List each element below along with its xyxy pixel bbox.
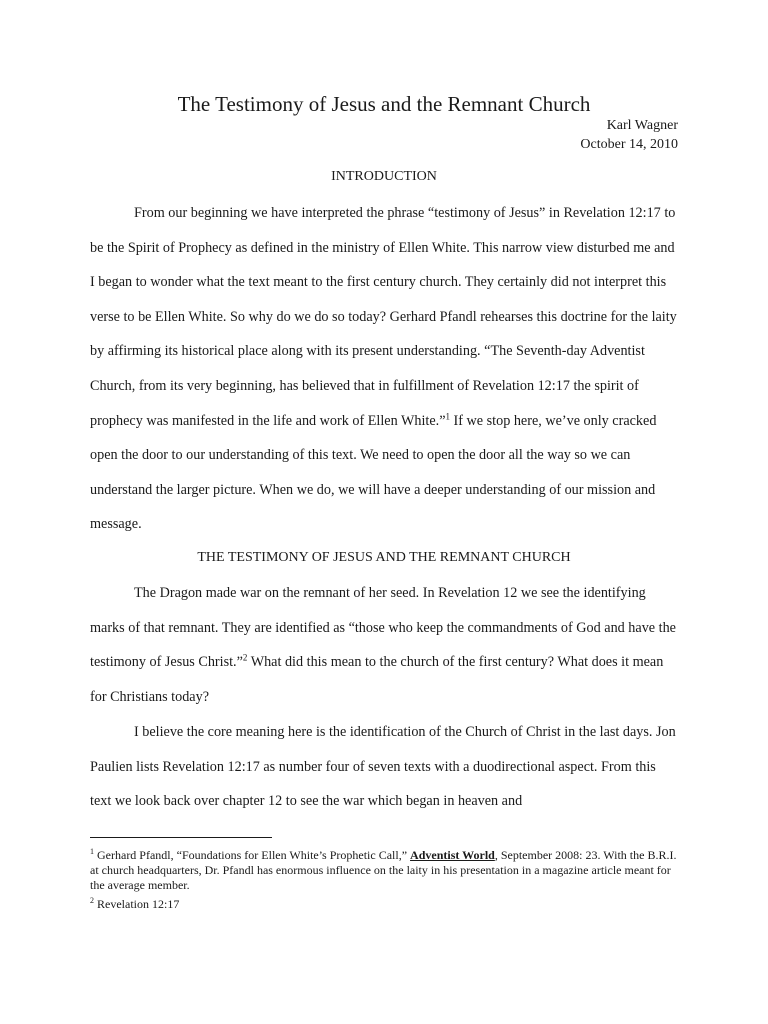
document-date: October 14, 2010 — [580, 137, 678, 152]
intro-paragraph — [90, 196, 678, 542]
footnote-2-number: 2 — [90, 896, 94, 905]
footnote-divider — [90, 837, 272, 838]
footnote-1-publication: Adventist World — [410, 848, 495, 862]
paragraph-remnant-continued: What did this mean to the church of the first century? What does it mean for Christians today? — [90, 654, 664, 705]
footnote-1 — [90, 844, 680, 893]
footnote-1-text-continued: , September 2008: 23. With the B.R.I. at church headquarters, Dr. Pfandl has enormous influence on the laity in his presentation in a magazine article meant for the average member. — [90, 848, 677, 892]
footnote-ref-1[interactable]: 1 — [445, 410, 450, 421]
footnote-1-text: Gerhard Pfandl, “Foundations for Ellen White’s Prophetic Call,” — [94, 848, 411, 862]
paragraph-core-meaning: I believe the core meaning here is the identification of the Church of Christ in the last days. Jon Paulien lists Revelation 12:17 as number four of seven texts with a duodirectional aspect. From this text we look back over chapter 12 to see the war which began in heaven and — [90, 724, 676, 810]
section-heading-remnant-church: THE TESTIMONY OF JESUS AND THE REMNANT CHURCH — [197, 550, 571, 565]
paragraph-remnant — [90, 576, 678, 714]
intro-paragraph-continued: If we stop here, we’ve only cracked open the door to our understanding of this text. We need to open the door all the way so we can understand the larger picture. When we do, we will have a deeper understanding of our mission and message. — [90, 412, 657, 533]
author-name: Karl Wagner — [606, 118, 678, 133]
footnote-2-text: Revelation 12:17 — [94, 897, 180, 911]
byline — [580, 116, 678, 154]
footnotes — [90, 844, 680, 912]
footnote-ref-2[interactable]: 2 — [242, 652, 248, 663]
footnote-2 — [90, 893, 680, 912]
document-title: The Testimony of Jesus and the Remnant Church — [177, 92, 591, 116]
intro-paragraph-text: From our beginning we have interpreted the phrase “testimony of Jesus” in Revelation 12:17 to be the Spirit of Prophecy as defined in the ministry of Ellen White. This narrow view disturbed me and I began to wonder what the text meant to the first century church. They certainly did not interpret this verse to be Ellen White. So why do we do so today? Gerhard Pfandl rehearses this doctrine for the laity by affirming its historical place along with its present understanding. “The Seventh-day Adventist Church, from its very beginning, has believed that in fulfillment of Revelation 12:17 the spirit of prophecy was manifested in the life and work of Ellen White.” — [90, 205, 677, 429]
footnote-1-number: 1 — [90, 847, 94, 856]
paragraph-remnant-text: The Dragon made war on the remnant of her seed. In Revelation 12 we see the identifying marks of that remnant. They are identified as “those who keep the commandments of God and have the testimony of Jesus Christ.” — [90, 585, 676, 671]
section-heading-introduction: INTRODUCTION — [331, 169, 437, 184]
